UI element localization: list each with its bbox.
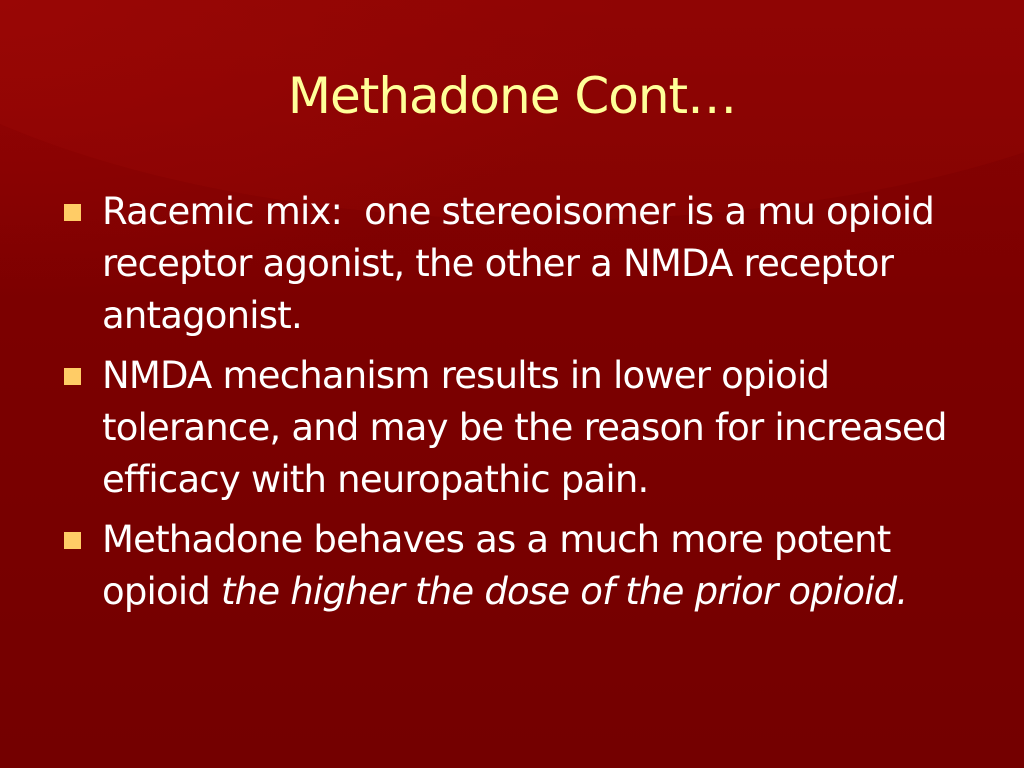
bullet-list	[62, 186, 962, 626]
square-bullet-icon	[64, 204, 81, 221]
bullet-text: NMDA mechanism results in lower opioid tolerance, and may be the reason for increased efficacy with neuropathic pain.	[102, 354, 947, 501]
bullet-item	[62, 350, 962, 506]
square-bullet-icon	[64, 532, 81, 549]
bullet-text: Methadone behaves as a much more potent opioid	[102, 518, 891, 613]
square-bullet-icon	[64, 368, 81, 385]
bullet-item	[62, 514, 962, 618]
slide-title: Methadone Cont…	[287, 67, 737, 125]
bullet-item	[62, 186, 962, 342]
bullet-text: Racemic mix: one stereoisomer is a mu opioid receptor agonist, the other a NMDA receptor antagonist.	[102, 190, 935, 337]
bullet-emphasis-text: the higher the dose of the prior opioid.	[220, 570, 908, 613]
